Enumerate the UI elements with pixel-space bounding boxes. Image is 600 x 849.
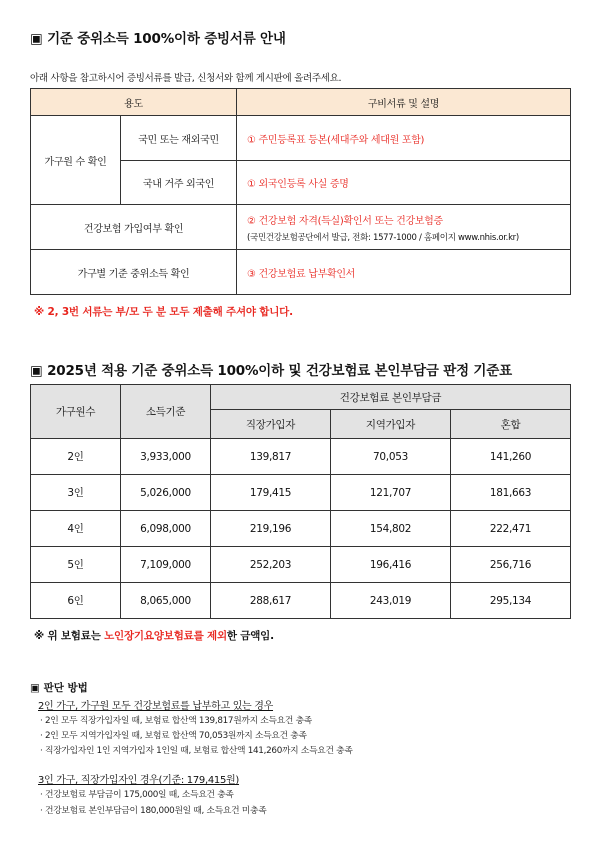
section2-heading [30,359,512,379]
docs-header: 구비서류 및 설명 [237,89,571,116]
foreign-label: 국내 거주 외국인 [121,161,237,205]
section1-marker: ▣ [30,31,43,47]
section1-heading [30,27,286,47]
case1-bullet: · 2인 모두 지역가입자일 때, 보험료 합산액 70,053원까지 소득요건 충족 [40,731,307,741]
premium-header: 건강보험료 본인부담금 [211,385,571,410]
regional-cell: 70,053 [331,439,451,475]
income-header: 소득기준 [121,385,211,439]
note-highlight-2: 제외 [207,630,227,642]
income-cell: 5,026,000 [121,475,211,511]
mixed-cell: 141,260 [451,439,571,475]
income-cell: 6,098,000 [121,511,211,547]
insurance-doc-note: (국민건강보험공단에서 발급, 전화: 1577-1000 / 홈페이지 www.nhis.or.kr) [247,232,519,243]
regional-cell: 196,416 [331,547,451,583]
section1-note: ※ 2, 3번 서류는 부/모 두 분 모두 제출해 주셔야 합니다. [34,306,293,318]
mixed-cell: 222,471 [451,511,571,547]
foreign-doc: ① 외국인등록 사실 증명 [237,161,571,205]
citizen-label: 국민 또는 재외국민 [121,116,237,161]
required-documents-table [30,88,571,295]
section1-title: 기준 중위소득 100%이하 증빙서류 안내 [47,31,286,47]
workplace-cell: 179,415 [211,475,331,511]
regional-cell: 154,802 [331,511,451,547]
section3-title: 판단 방법 [43,682,88,694]
section3-heading [30,680,88,695]
workplace-cell: 139,817 [211,439,331,475]
members-header: 가구원수 [31,385,121,439]
income-label: 가구별 기준 중위소득 확인 [31,250,237,295]
mixed-cell: 295,134 [451,583,571,619]
table-row [31,583,571,619]
section1-intro: 아래 사항을 참고하시어 증빙서류를 발급, 신청서와 함께 게시판에 올려주세요. [30,73,342,84]
note-prefix: ※ 위 보험료는 [34,630,105,642]
mixed-cell: 256,716 [451,547,571,583]
insurance-doc-cell [237,205,571,250]
section2-title: 2025년 적용 기준 중위소득 100%이하 및 건강보험료 본인부담금 판정 기준표 [47,363,512,379]
members-cell: 5인 [31,547,121,583]
regional-header: 지역가입자 [331,410,451,439]
members-cell: 4인 [31,511,121,547]
citizen-doc: ① 주민등록표 등본(세대주와 세대원 포함) [237,116,571,161]
income-cell: 8,065,000 [121,583,211,619]
insurance-label: 건강보험 가입여부 확인 [31,205,237,250]
workplace-cell: 252,203 [211,547,331,583]
income-cell: 7,109,000 [121,547,211,583]
case2-bullet: · 건강보험료 부담금이 175,000일 때, 소득요건 충족 [40,790,234,800]
note-suffix: 한 금액임. [226,630,274,642]
table-row [31,547,571,583]
members-cell: 3인 [31,475,121,511]
regional-cell: 121,707 [331,475,451,511]
table-row [31,439,571,475]
case2-title: 3인 가구, 직장가입자인 경우(기준: 179,415원) [38,775,240,786]
household-label: 가구원 수 확인 [31,116,121,205]
insurance-doc: ② 건강보험 자격(득실)확인서 또는 건강보험증 [247,215,443,227]
workplace-header: 직장가입자 [211,410,331,439]
workplace-cell: 288,617 [211,583,331,619]
table-row [31,475,571,511]
case1-title: 2인 가구, 가구원 모두 건강보험료를 납부하고 있는 경우 [38,701,274,712]
case1-bullet: · 직장가입자인 1인 지역가입자 1인일 때, 보험료 합산액 141,260까지 소득요건 충족 [40,746,353,756]
regional-cell: 243,019 [331,583,451,619]
income-criteria-table [30,384,571,619]
mixed-cell: 181,663 [451,475,571,511]
case2-bullet: · 건강보험료 본인부담금이 180,000원일 때, 소득요건 미충족 [40,806,267,816]
workplace-cell: 219,196 [211,511,331,547]
purpose-header: 용도 [31,89,237,116]
members-cell: 2인 [31,439,121,475]
section3-marker: ▣ [30,682,40,694]
note-highlight: 노인장기요양보험료를 [104,630,204,642]
income-doc: ③ 건강보험료 납부확인서 [237,250,571,295]
mixed-header: 혼합 [451,410,571,439]
case1-bullet: · 2인 모두 직장가입자일 때, 보험료 합산액 139,817원까지 소득요건 충족 [40,716,312,726]
section2-marker: ▣ [30,363,43,379]
section2-note [34,628,274,643]
income-cell: 3,933,000 [121,439,211,475]
table-row [31,511,571,547]
members-cell: 6인 [31,583,121,619]
